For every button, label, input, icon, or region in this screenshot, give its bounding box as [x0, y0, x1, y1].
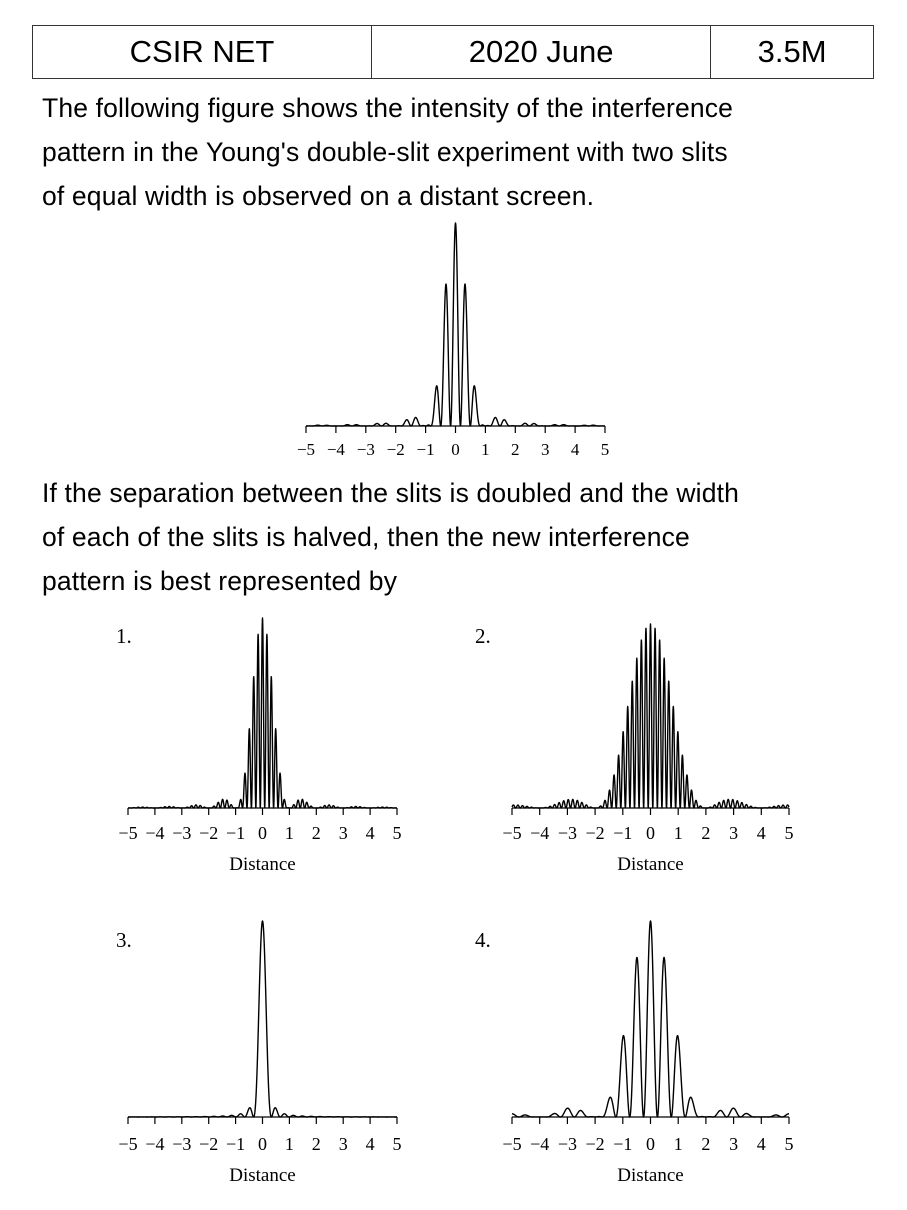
option-label: 2. — [475, 624, 491, 648]
x-axis-title: Distance — [229, 1165, 296, 1186]
x-tick-label: −2 — [386, 440, 405, 459]
x-tick-label: 4 — [365, 1134, 375, 1154]
x-tick-label: −4 — [530, 823, 550, 843]
x-tick-label: −3 — [557, 823, 577, 843]
x-tick-label: −1 — [416, 440, 435, 459]
intensity-curve — [306, 223, 605, 426]
x-axis-title: Distance — [229, 854, 296, 875]
option-4-figure — [475, 912, 800, 1192]
x-tick-label: 3 — [729, 1134, 739, 1154]
option-label: 4. — [475, 928, 491, 952]
x-tick-label: −1 — [613, 823, 633, 843]
marks-cell: 3.5M — [711, 26, 874, 79]
x-tick-label: −2 — [199, 823, 219, 843]
given-chart — [290, 212, 620, 462]
x-tick-label: −3 — [356, 440, 375, 459]
x-axis-title: Distance — [617, 1165, 684, 1186]
exam-cell: CSIR NET — [33, 26, 372, 79]
x-tick-label: 2 — [511, 440, 520, 459]
x-tick-label: −1 — [226, 1134, 246, 1154]
option-3-figure — [100, 912, 410, 1192]
x-tick-label: 4 — [365, 823, 375, 843]
x-tick-label: −5 — [118, 1134, 138, 1154]
option-label: 1. — [116, 624, 132, 648]
x-tick-label: 5 — [784, 1134, 794, 1154]
intensity-curve — [512, 624, 789, 808]
x-tick-label: 4 — [756, 823, 766, 843]
question-text — [42, 86, 733, 218]
option-1-chart — [100, 612, 410, 882]
x-tick-label: 0 — [258, 823, 267, 843]
x-tick-label: −1 — [226, 823, 246, 843]
intensity-curve — [128, 618, 397, 808]
header-table — [32, 25, 874, 79]
prompt-text — [42, 471, 739, 603]
x-tick-label: 4 — [570, 440, 580, 459]
option-1-figure — [100, 612, 410, 882]
question-line: pattern in the Young's double-slit experiment with two slits — [42, 137, 728, 167]
prompt-line: of each of the slits is halved, then the new interference — [42, 522, 690, 552]
x-tick-label: 1 — [673, 823, 683, 843]
question-line: The following figure shows the intensity of the interference — [42, 93, 734, 123]
x-tick-label: −5 — [502, 823, 522, 843]
x-tick-label: 1 — [284, 823, 294, 843]
option-2-figure — [475, 612, 800, 882]
x-tick-label: −4 — [326, 440, 345, 459]
x-tick-label: 3 — [338, 1134, 348, 1154]
option-2-chart — [475, 612, 800, 882]
option-3-chart — [100, 912, 410, 1192]
option-label: 3. — [116, 928, 132, 952]
x-tick-label: 5 — [784, 823, 794, 843]
x-tick-label: 1 — [284, 1134, 294, 1154]
x-tick-label: 2 — [701, 1134, 711, 1154]
x-tick-label: −3 — [557, 1134, 577, 1154]
prompt-line: If the separation between the slits is doubled and the width — [42, 478, 739, 508]
x-tick-label: −2 — [585, 823, 605, 843]
session-cell: 2020 June — [372, 26, 711, 79]
given-figure — [290, 212, 620, 462]
x-tick-label: 4 — [756, 1134, 766, 1154]
x-tick-label: −4 — [530, 1134, 550, 1154]
x-axis-title: Distance — [617, 854, 684, 875]
x-tick-label: −3 — [172, 1134, 192, 1154]
intensity-curve — [512, 921, 789, 1117]
x-tick-label: 1 — [481, 440, 490, 459]
question-line: of equal width is observed on a distant screen. — [42, 181, 595, 211]
x-tick-label: −5 — [502, 1134, 522, 1154]
x-tick-label: 1 — [673, 1134, 683, 1154]
x-tick-label: 5 — [600, 440, 610, 459]
x-tick-label: −4 — [145, 823, 165, 843]
x-tick-label: −2 — [199, 1134, 219, 1154]
x-tick-label: 2 — [701, 823, 711, 843]
x-tick-label: 3 — [540, 440, 550, 459]
x-tick-label: 2 — [311, 823, 321, 843]
x-tick-label: 3 — [729, 823, 739, 843]
x-tick-label: −3 — [172, 823, 192, 843]
x-tick-label: −1 — [613, 1134, 633, 1154]
x-tick-label: 5 — [392, 823, 402, 843]
x-tick-label: 0 — [258, 1134, 267, 1154]
x-tick-label: 0 — [646, 823, 655, 843]
x-tick-label: 0 — [451, 440, 460, 459]
option-4-chart — [475, 912, 800, 1192]
x-tick-label: 3 — [338, 823, 348, 843]
prompt-line: pattern is best represented by — [42, 566, 398, 596]
x-tick-label: 0 — [646, 1134, 655, 1154]
intensity-curve — [128, 921, 397, 1117]
x-tick-label: −5 — [118, 823, 138, 843]
x-tick-label: 2 — [311, 1134, 321, 1154]
x-tick-label: 5 — [392, 1134, 402, 1154]
x-tick-label: −5 — [296, 440, 316, 459]
x-tick-label: −4 — [145, 1134, 165, 1154]
x-tick-label: −2 — [585, 1134, 605, 1154]
